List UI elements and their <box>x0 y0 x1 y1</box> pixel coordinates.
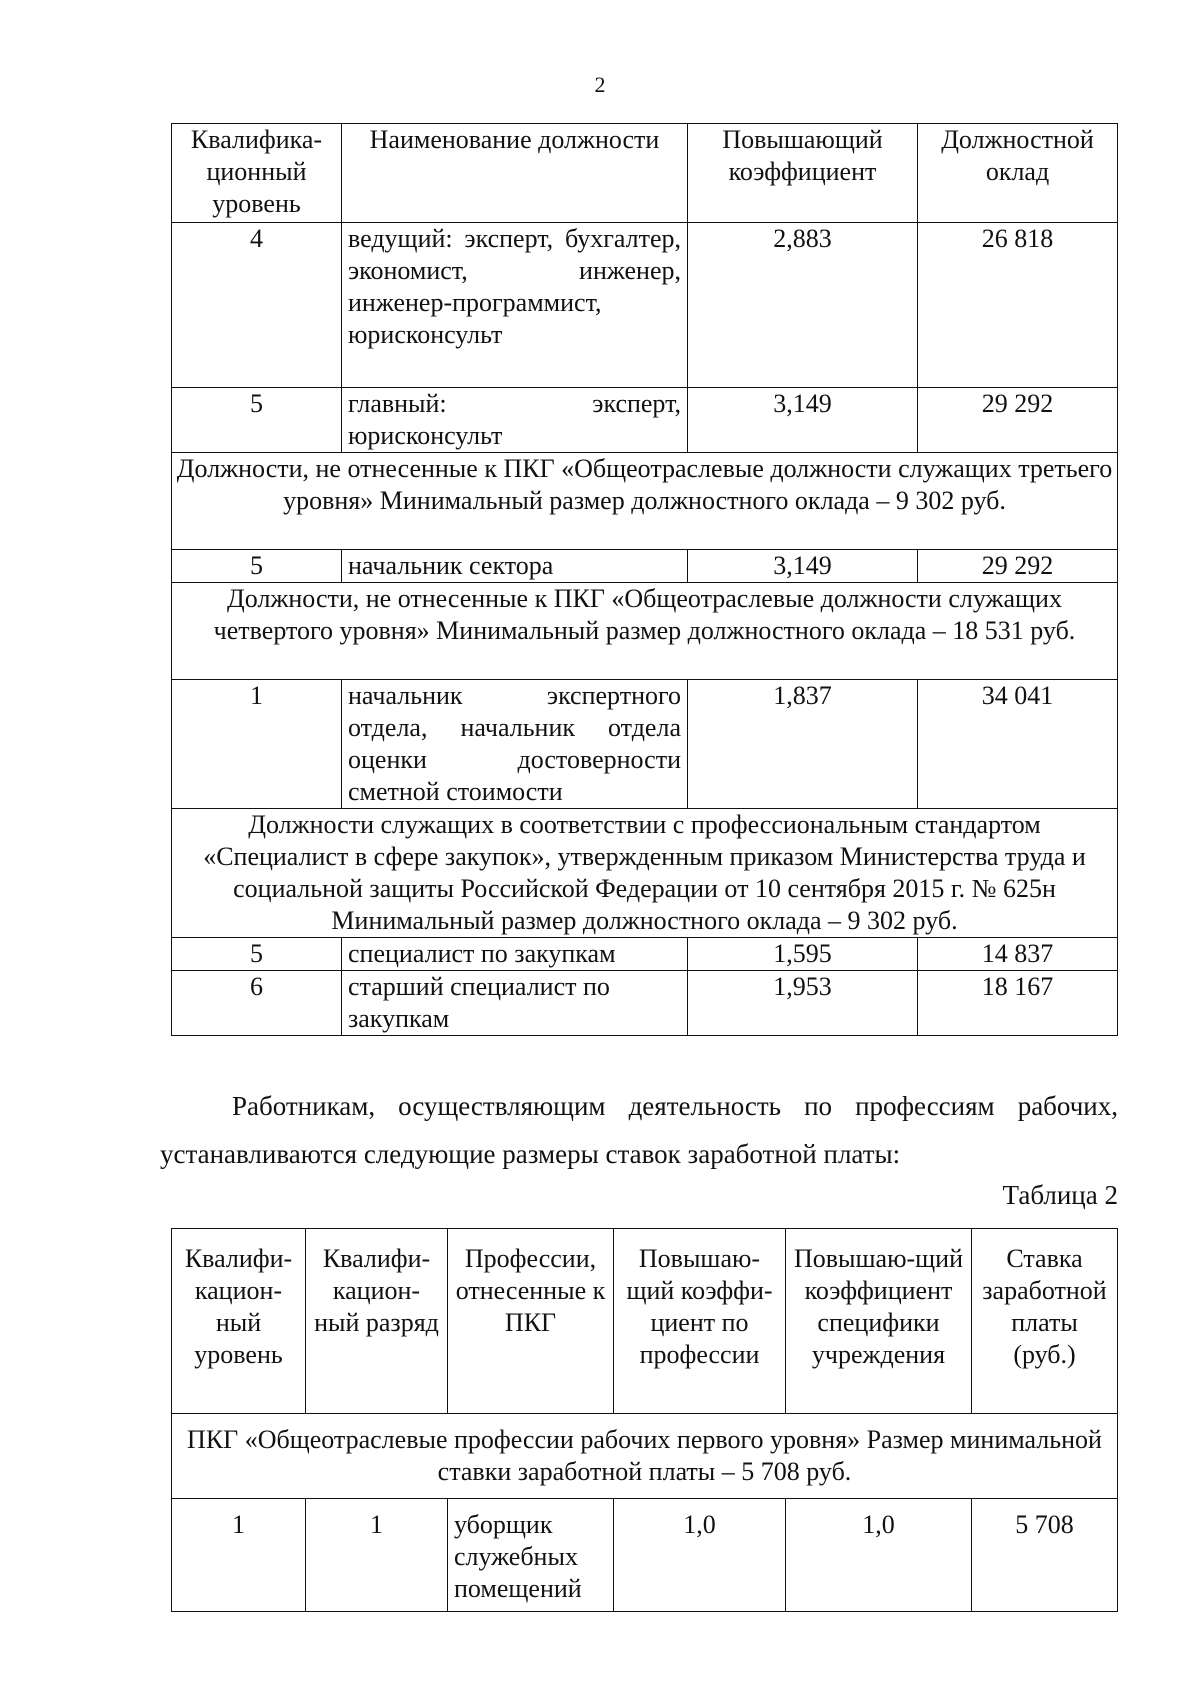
profession-coefficient-cell: 1,0 <box>614 1499 786 1612</box>
position-cell: начальник сектора <box>342 550 688 583</box>
level-cell: 1 <box>172 1499 306 1612</box>
profession-cell: уборщик служебных помещений <box>448 1499 614 1612</box>
level-cell: 6 <box>172 971 342 1036</box>
salary-cell: 29 292 <box>918 388 1118 453</box>
table-row <box>172 1499 1118 1612</box>
coefficient-cell: 2,883 <box>688 223 918 388</box>
table-row <box>172 971 1118 1036</box>
header-profession-coefficient: Повышаю-щий коэффи-циент по профессии <box>614 1229 786 1414</box>
level-cell: 1 <box>172 680 342 809</box>
level-cell: 4 <box>172 223 342 388</box>
position-cell: специалист по закупкам <box>342 938 688 971</box>
group-heading-workers-first-level: ПКГ «Общеотраслевые профессии рабочих первого уровня» Размер минимальной ставки заработной платы – 5 708 руб. <box>172 1414 1118 1499</box>
grade-cell: 1 <box>306 1499 448 1612</box>
header-salary: Должностной оклад <box>918 124 1118 223</box>
page-number: 2 <box>594 72 606 97</box>
group-header-row <box>172 1414 1118 1499</box>
table-row <box>172 223 1118 388</box>
group-header-row <box>172 809 1118 938</box>
header-qualification-level: Квалифи-кацион-ный уровень <box>172 1229 306 1414</box>
table-row <box>172 388 1118 453</box>
header-qualification-level: Квалифика-ционный уровень <box>172 124 342 223</box>
table-header-row <box>172 124 1118 223</box>
position-cell: начальник экспертного отдела, начальник отдела оценки достоверности сметной стоимости <box>342 680 688 809</box>
salary-cell: 29 292 <box>918 550 1118 583</box>
position-cell: ведущий: эксперт, бухгалтер, экономист, инженер, инженер-программист, юрисконсульт <box>342 223 688 388</box>
group-heading-fourth-level: Должности, не отнесенные к ПКГ «Общеотраслевые должности служащих четвертого уровня» Минимальный размер должностного оклада – 18 531 руб. <box>172 583 1118 680</box>
paragraph-text: Работникам, осуществляющим деятельность по профессиям рабочих, устанавливаются следующие размеры ставок заработной платы: <box>160 1091 1118 1169</box>
table-row <box>172 680 1118 809</box>
salary-cell: 14 837 <box>918 938 1118 971</box>
position-cell: главный: эксперт, юрисконсульт <box>342 388 688 453</box>
header-professions: Профессии, отнесенные к ПКГ <box>448 1229 614 1414</box>
level-cell: 5 <box>172 550 342 583</box>
header-qualification-grade: Квалифи-кацион-ный разряд <box>306 1229 448 1414</box>
group-heading-third-level: Должности, не отнесенные к ПКГ «Общеотраслевые должности служащих третьего уровня» Минимальный размер должностного оклада – 9 302 руб. <box>172 453 1118 550</box>
coefficient-cell: 3,149 <box>688 388 918 453</box>
group-header-row <box>172 583 1118 680</box>
coefficient-cell: 1,953 <box>688 971 918 1036</box>
header-institution-coefficient: Повышаю-щий коэффициент специфики учреждения <box>786 1229 972 1414</box>
table-row <box>172 550 1118 583</box>
institution-coefficient-cell: 1,0 <box>786 1499 972 1612</box>
salary-cell: 34 041 <box>918 680 1118 809</box>
position-cell: старший специалист по закупкам <box>342 971 688 1036</box>
salary-cell: 18 167 <box>918 971 1118 1036</box>
wage-rate-table-workers <box>171 1228 1118 1612</box>
table-row <box>172 938 1118 971</box>
group-heading-procurement-standard: Должности служащих в соответствии с профессиональным стандартом «Специалист в сфере закупок», утвержденным приказом Министерства труда и социальной защиты Российской Федерации от 10 сентября 2015 г. № 625н Минимальный размер должностного оклада – 9 302 руб. <box>172 809 1118 938</box>
table-caption: Таблица 2 <box>1002 1180 1118 1210</box>
table-header-row <box>172 1229 1118 1414</box>
level-cell: 5 <box>172 388 342 453</box>
salary-table-employees <box>171 123 1118 1036</box>
coefficient-cell: 3,149 <box>688 550 918 583</box>
header-wage-rate: Ставка заработной платы (руб.) <box>972 1229 1118 1414</box>
wage-rate-cell: 5 708 <box>972 1499 1118 1612</box>
coefficient-cell: 1,595 <box>688 938 918 971</box>
header-coefficient: Повышающий коэффициент <box>688 124 918 223</box>
group-header-row <box>172 453 1118 550</box>
header-position-name: Наименование должности <box>342 124 688 223</box>
level-cell: 5 <box>172 938 342 971</box>
coefficient-cell: 1,837 <box>688 680 918 809</box>
salary-cell: 26 818 <box>918 223 1118 388</box>
body-paragraph <box>160 1082 1118 1178</box>
